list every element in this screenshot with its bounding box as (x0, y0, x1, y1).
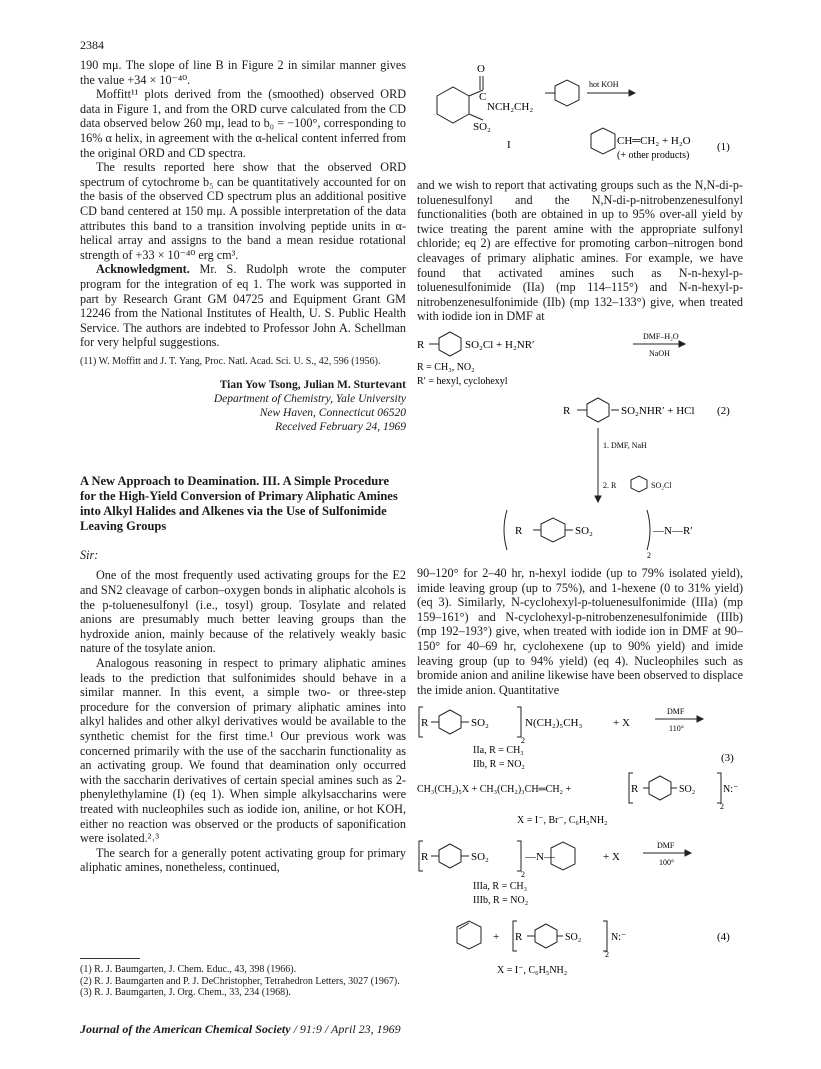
equation-2 (417, 330, 743, 566)
eq2-r-def: R = CH₃, NO₂ (417, 361, 475, 373)
received-date: Received February 24, 1969 (275, 420, 406, 433)
eq4-iiia: IIIa, R = CH₃ (473, 881, 528, 893)
article-title: A New Approach to Deamination. III. A Simple Procedure for the High-Yield Conversion of Primary Aliphatic Amines into Alkyl Halides and Alkenes via the Use of Sulfonimide Leaving Groups (80, 473, 398, 533)
footnote-rule (80, 958, 140, 959)
references (80, 964, 406, 999)
equations-3-4 (417, 703, 743, 983)
paragraph: 190 mμ. The slope of line B in Figure 2 in similar manner gives the value +34 × 10⁻⁴⁰. (80, 58, 406, 87)
department: Department of Chemistry, Yale University (213, 392, 406, 405)
eq2-step2b: SO₂Cl (651, 480, 672, 490)
eq2-product: SO₂NHR′ + HCl (621, 404, 695, 417)
footnote-11: (11) W. Moffitt and J. T. Yang, Proc. Natl. Acad. Sci. U. S., 42, 596 (1956). (80, 355, 381, 367)
eq3-cond-bot: 110° (669, 724, 684, 734)
paragraph: The search for a generally potent activating group for primary aliphatic amines, nonetheless, continued, (80, 845, 406, 875)
eq3-iib: IIb, R = NO₂ (473, 759, 525, 771)
eq4-sub2: 2 (521, 870, 525, 880)
eq2-rprime-def: R′ = hexyl, cyclohexyl (417, 375, 508, 387)
eq1-other: (+ other products) (617, 150, 690, 161)
eq2-imide-so2: SO₂ (575, 524, 593, 537)
eq4-plus: + (493, 931, 500, 944)
eq3-n-minus: N:⁻ (723, 784, 739, 796)
eq1-label-i: I (507, 139, 511, 151)
eq2-imide-r: R (515, 524, 523, 537)
eq3-sub2: 2 (521, 736, 525, 746)
eq2-reactant: SO₂Cl + H₂NR′ (465, 338, 535, 351)
eq2-step1: 1. DMF, NaH (603, 440, 647, 450)
journal-footer (80, 1022, 401, 1037)
eq3-chain: N(CH₂)₅CH₃ (525, 717, 583, 730)
eq2-cond-top: DMF–H₂O (643, 331, 679, 341)
eq3-r: R (421, 717, 429, 730)
eq4-x-def: X = I⁻, C₆H₅NH₂ (497, 965, 568, 977)
eq3-product: CH₃(CH₂)₅X + CH₃(CH₂)₃CH═CH₂ + (417, 784, 572, 796)
paragraph: Moffitt¹¹ plots derived from the (smoothed) observed ORD data in Figure 1, and from the ORD curve calculated from the CD data observed below 260 mμ, lead to b₀ = −100°, corresponding to 16% α helix, in agreement with the α-helical content inferred from the original ORD and CD spectra. (80, 87, 406, 160)
city: New Haven, Connecticut 06520 (259, 406, 406, 419)
eq3-x-def: X = I⁻, Br⁻, C₆H₅NH₂ (517, 815, 608, 827)
paragraph: Analogous reasoning in respect to primary aliphatic amines leads to the prediction that sulfonimides should behave in a similar manner. In this event, a simple two- or three-step procedure for the conversion of primary aliphatic amines into alkyl halides and other alkyl derivatives would be available to the synthetic chemist for the first time.¹ Our previous work was concerned primarily with the use of the saccharin functionality as an activating group. We found that deamination only occurred with the saccharin derivatives of certain special amines such as 2-phenylethylamine (I) (eq 1). When simple alkylsaccharins were treated with nucleophiles such as iodide ion, aniline, or hot KOH, either no reaction was observed or the products of saponification were isolated.²˒³ (80, 656, 406, 846)
eq2-step2: 2. R (603, 480, 617, 490)
paragraph: and we wish to report that activating groups such as the N,N-di-p-toluenesulfonyl and the N,N-di-p-nitrobenzenesulfonyl functionalities (both are obtained in up to 95% over-all yield by twice treating the parent amine with the appropriate sulfonyl chloride; eq 2) are effective for promoting carbon–nitrogen bond cleavages of primary aliphatic amines. For example, we have found that activated amines such as N-n-hexyl-p-toluenesulfonimide (IIa) (mp 114–115°) and N-n-hexyl-p-nitrobenzenesulfonimide (IIb) (mp 132–133°) give, when treated with iodide ion in DMF at (417, 178, 743, 324)
eq3-number: (3) (721, 752, 734, 765)
eq3-cond-top: DMF (667, 707, 685, 717)
equation-1 (417, 58, 743, 178)
eq3-iia: IIa, R = CH₃ (473, 745, 524, 757)
eq3-so2: SO₂ (471, 717, 489, 730)
left-column (80, 58, 406, 875)
eq4-cond-top: DMF (657, 841, 675, 851)
paragraph: 90–120° for 2–40 hr, n-hexyl iodide (up to 79% isolated yield), imide leaving group (up to 75%), and 1-hexene (0 to 31% yield) (eq 3). Similarly, N-cyclohexyl-p-toluenesulfonimide (IIIa) (mp 159–161°) and N-cyclohexyl-p-nitrobenzenesulfonimide (IIIb) (mp 192–193°) give, when treated with iodide ion in DMF at 90–150° for 40–69 hr, cyclohexene (up to 90% yield) and imide leaving group (up to 94% yield) (eq 4). Nucleophiles such as bromide anion and aniline likewise have been observed to displace the imide anion. Quantitative (417, 565, 743, 697)
eq4-prod-r: R (515, 931, 523, 944)
eq2-cond-bot: NaOH (649, 348, 670, 358)
eq3-prod-sub2: 2 (720, 802, 724, 812)
reference: (3) R. J. Baumgarten, J. Org. Chem., 33, 234 (1968). (80, 987, 291, 998)
eq2-r: R (417, 338, 425, 351)
salutation: Sir: (80, 547, 99, 562)
eq4-n: —N— (525, 851, 555, 864)
eq4-cond-bot: 100° (659, 858, 675, 868)
eq4-n-minus: N:⁻ (611, 932, 627, 944)
eq4-number: (4) (717, 931, 730, 944)
eq1-oxygen: O (477, 63, 485, 75)
author-names: Tian Yow Tsong, Julian M. Sturtevant (219, 378, 406, 391)
paragraph: The results reported here show that the observed ORD spectrum of cytochrome b₅ can be quantitatively accounted for on the basis of the observed CD spectrum plus an additional positive CD band centered at 150 mμ. A possible interpretation of the data attributes this band to a transition involving peptide units in α-helical array and assigns to the band a mean residue rotational strength of +33 × 10⁻⁴⁰ erg cm³. (80, 160, 406, 262)
eq4-r: R (421, 851, 429, 864)
eq4-iiib: IIIb, R = NO₂ (473, 895, 529, 907)
eq1-carbon: C (479, 91, 487, 103)
eq2-imide-n: —N—R′ (653, 524, 693, 537)
eq1-n-chain: NCH₂CH₂ (487, 101, 534, 113)
eq1-product: CH═CH₂ + H₂O (617, 135, 691, 147)
paragraph: One of the most frequently used activating groups for the E2 and SN2 cleavage of carbon–oxygen bonds in aliphatic alcohols is the p-toluenesulfonyl (i.e., tosyl) group. Tosylate and related anions are presumably much better leaving groups than the hydroxide anion, mainly because of the relatively weakly basic nature of the tosylate anion. (80, 568, 406, 656)
eq2-number: (2) (717, 404, 730, 417)
eq2-sub2: 2 (647, 550, 651, 560)
signature-block (80, 378, 406, 434)
reference: (1) R. J. Baumgarten, J. Chem. Educ., 43, 398 (1966). (80, 964, 297, 975)
eq4-plus-x: + X (603, 851, 620, 864)
page-number: 2384 (80, 38, 104, 52)
journal-issue: / 91:9 / April 23, 1969 (290, 1022, 401, 1036)
eq1-number: (1) (717, 141, 730, 153)
eq2-prod-r: R (563, 404, 571, 417)
eq4-so2: SO₂ (471, 851, 489, 864)
reference: (2) R. J. Baumgarten and P. J. DeChristopher, Tetrahedron Letters, 3027 (1967). (80, 975, 400, 987)
eq1-reagent: hot KOH (589, 80, 619, 89)
eq3-plus-x: + X (613, 717, 630, 730)
ack-body: Mr. S. Rudolph wrote the computer program for the integration of eq 1. The work was supported in part by Research Grant GM 04725 and Equipment Grant GM 12246 from the National Institutes of Health, U. S. Public Health Service. The authors are indebted to Professor John A. Schellman for very helpful suggestions. (80, 262, 406, 350)
eq3-prod-r: R (631, 783, 639, 796)
eq1-so2: SO₂ (473, 121, 491, 133)
journal-name: Journal of the American Chemical Society (80, 1022, 291, 1036)
ack-heading: Acknowledgment. (96, 262, 190, 277)
eq4-prod-so2: SO₂ (565, 932, 582, 944)
acknowledgment (80, 262, 406, 350)
eq4-prod-sub2: 2 (605, 950, 609, 960)
eq3-prod-so2: SO₂ (679, 784, 696, 796)
right-column (417, 58, 743, 983)
